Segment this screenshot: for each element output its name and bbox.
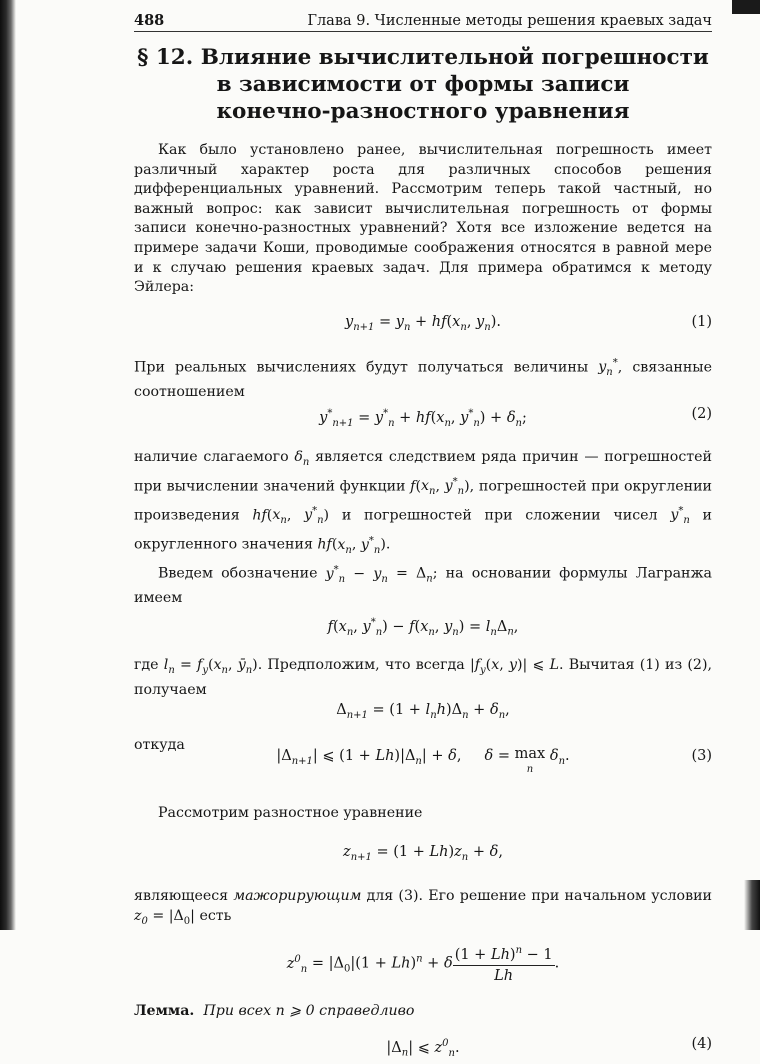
equation-1: $y_{n+1} = y_n + hf(x_n$, $y_n$). (1) xyxy=(345,313,712,333)
equation-2: $y^*_{n+1} = y^*_n + hf(x_n$, $y^*_n) + \delta_n$; (2) xyxy=(319,406,712,430)
paragraph-notation: Введем обозначение $y^*_n - y_n = \Delta_n$; на основании формулы Лагранжа имеем xyxy=(134,564,712,607)
equation-3: $|\Delta_{n+1}|$ ⩽ $(1 + Lh)|\Delta_n| + \delta$, δ = max n $\delta_n$. (3) xyxy=(276,745,712,775)
lemma xyxy=(134,1002,712,1022)
lemma-label: Лемма. xyxy=(134,1003,195,1020)
section-title xyxy=(134,44,712,125)
word-otkuda: откуда xyxy=(134,737,185,754)
section-title-line: конечно-разностного уравнения xyxy=(216,99,630,124)
equation-majorant: $z_{n+1} = (1 + Lh)z_n + \delta$, xyxy=(343,843,503,863)
chapter-title: Глава 9. Численные методы решения краевых задач xyxy=(307,13,712,29)
equation-number: (4) xyxy=(691,1035,712,1052)
paragraph-consider: Рассмотрим разностное уравнение xyxy=(158,804,423,821)
lemma-statement: При всех n ⩾ 0 справедливо xyxy=(203,1003,415,1020)
intro-paragraph: Как было установлено ранее, вычислительная погрешность имеет различный характер роста для различных способов решения дифференциальных уравнений. Рассмотрим теперь такой частный, но важный вопрос: как зависит вычислительная погрешность от формы записи конечно-разностных уравнений? Хотя все изложение ведется на примере задачи Коши, проводимые соображения относятся в равной мере и к случаю решения краевых задач. Для примера обратимся к методу Эйлера: xyxy=(134,142,712,296)
section-title-line: § 12. Влияние вычислительной погрешности xyxy=(137,45,709,70)
book-page xyxy=(134,12,712,1064)
scan-shadow-left xyxy=(0,0,16,930)
equation-number: (1) xyxy=(691,313,712,330)
section-title-line: в зависимости от формы записи xyxy=(216,72,630,97)
paragraph-where: где $l_n = f_y(x_n$, $ȳ_n$). Предположим, что всегда $|f_y(x$, y)| ⩽ L. Вычитая (1) из (2), получаем xyxy=(134,657,712,698)
equation-number: (2) xyxy=(691,406,712,423)
running-head xyxy=(134,12,712,32)
paragraph-majorant: являющееся мажорирующим для (3). Его решение при начальном условии $z_0 = |\Delta_0|$ есть xyxy=(134,888,712,927)
paragraph-delta-sources: наличие слагаемого $\delta_n$ является следствием ряда причин — погрешностей при вычислении значений функции $f(x_n$, $y^*_n$), погрешностей при округлении произведения $hf(x_n$, $y^*_n$) и погрешностей при сложении чисел $y^*_n$ и округленного значения $hf(x_n$, $y^*_n$). xyxy=(134,449,713,556)
scan-shadow-right xyxy=(732,0,760,14)
equation-delta-recurrence: $\Delta_{n+1} = (1 + l_nh)\Delta_n + \delta_n$, xyxy=(336,702,510,722)
paragraph-real-values: При реальных вычислениях будут получаться величины $y_n^*$, связанные соотношением xyxy=(134,357,712,400)
page-number: 488 xyxy=(134,12,165,29)
equation-4: $|\Delta_n|$ ⩽ $z^0_n$. (4) xyxy=(386,1035,712,1059)
scan-shadow-right-bottom xyxy=(744,880,760,930)
equation-number: (3) xyxy=(691,747,712,764)
equation-solution: $z^0_n = |\Delta_0|(1 + Lh)^n + \delta$ $\frac{(1 + Lh)^n - 1}{Lh}$ . xyxy=(134,941,712,986)
equation-lagrange: $f(x_n$, $y^*_n) - f(x_n$, $y_n) = l_n\Delta_n$, xyxy=(327,616,519,638)
